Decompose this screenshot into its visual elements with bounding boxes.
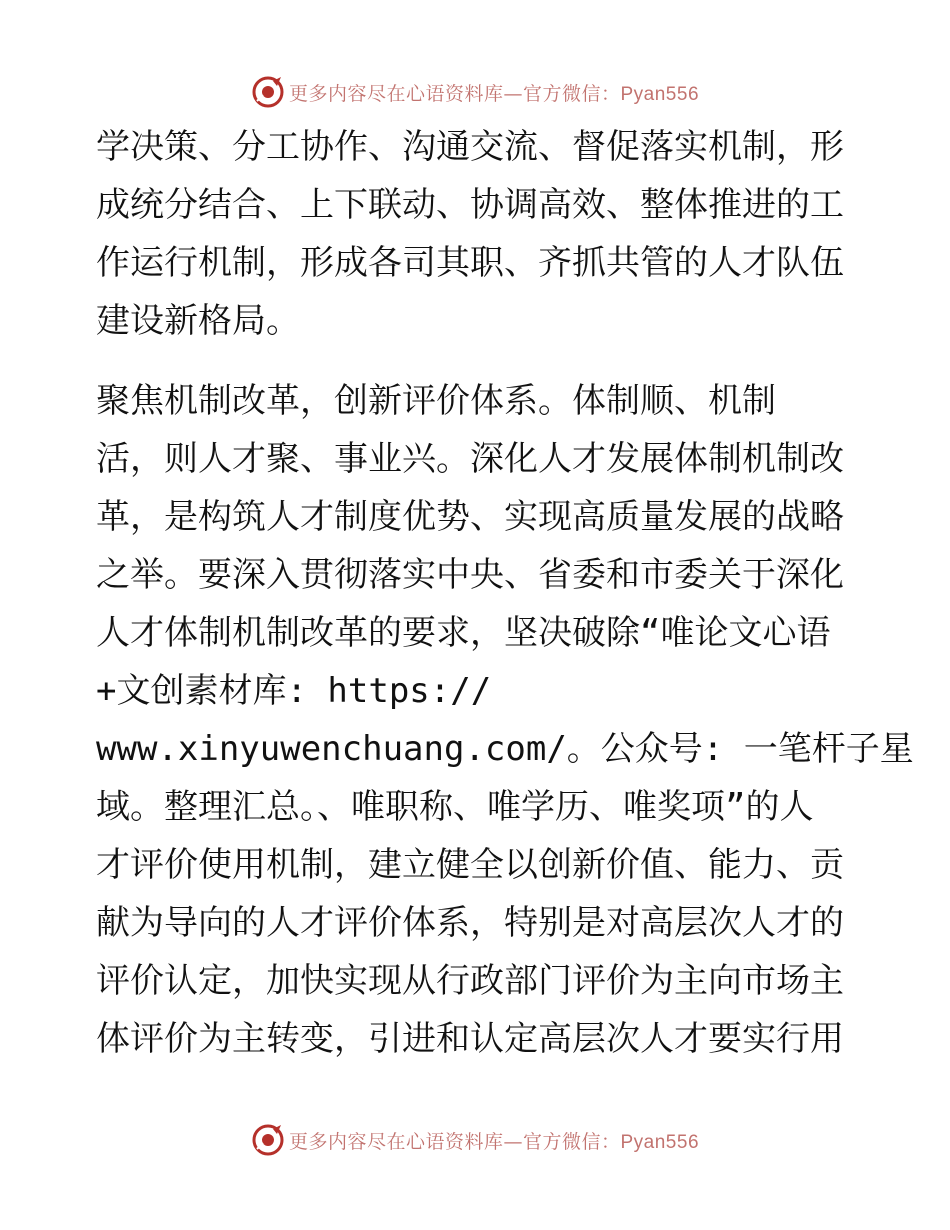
text-line: 学决策、分工协作、沟通交流、督促落实机制，形 xyxy=(96,127,844,167)
text-line: 建设新格局。 xyxy=(96,301,300,341)
footer-banner xyxy=(0,1120,950,1160)
footer-text xyxy=(289,1127,699,1154)
text-line: 才评价使用机制，建立健全以创新价值、能力、贡 xyxy=(96,845,844,885)
pen-logo-icon xyxy=(251,1123,285,1157)
pen-logo-icon xyxy=(251,75,285,109)
text-line: +文创素材库: https:// xyxy=(96,671,492,711)
paragraph-gap xyxy=(96,350,856,372)
text-line: 聚焦机制改革，创新评价体系。体制顺、机制 xyxy=(96,381,776,421)
text-line: 成统分结合、上下联动、协调高效、整体推进的工 xyxy=(96,185,844,225)
footer-wechat-label: 官方微信： xyxy=(522,1130,621,1153)
text-line: www.xinyuwenchuang.com/。公众号: 一笔杆子星 xyxy=(96,729,914,769)
document-body xyxy=(96,118,914,1068)
text-line: 活，则人才聚、事业兴。深化人才发展体制机制改 xyxy=(96,439,844,479)
text-line: 评价认定，加快实现从行政部门评价为主向市场主 xyxy=(96,961,844,1001)
paragraph-2 xyxy=(96,372,914,1068)
header-wechat-id: Pyan556 xyxy=(620,83,700,105)
header-banner xyxy=(0,72,950,112)
text-line: 献为导向的人才评价体系，特别是对高层次人才的 xyxy=(96,903,844,943)
paragraph-1 xyxy=(96,118,856,350)
header-text xyxy=(289,79,699,106)
text-line: 革，是构筑人才制度优势、实现高质量发展的战略 xyxy=(96,497,844,537)
text-line: 人才体制机制改革的要求，坚决破除“唯论文心语 xyxy=(96,613,831,653)
text-line: 之举。要深入贯彻落实中央、省委和市委关于深化 xyxy=(96,555,844,595)
text-line: 域。整理汇总。、唯职称、唯学历、唯奖项”的人 xyxy=(96,787,814,827)
footer-dash: — xyxy=(503,1130,523,1153)
text-line: 作运行机制，形成各司其职、齐抓共管的人才队伍 xyxy=(96,243,844,283)
footer-brand: 更多内容尽在心语资料库 xyxy=(288,1130,504,1153)
footer-wechat-id: Pyan556 xyxy=(620,1131,700,1153)
header-dash: — xyxy=(503,82,523,105)
text-line: 体评价为主转变，引进和认定高层次人才要实行用 xyxy=(96,1019,844,1059)
header-brand: 更多内容尽在心语资料库 xyxy=(288,82,504,105)
header-wechat-label: 官方微信： xyxy=(522,82,621,105)
